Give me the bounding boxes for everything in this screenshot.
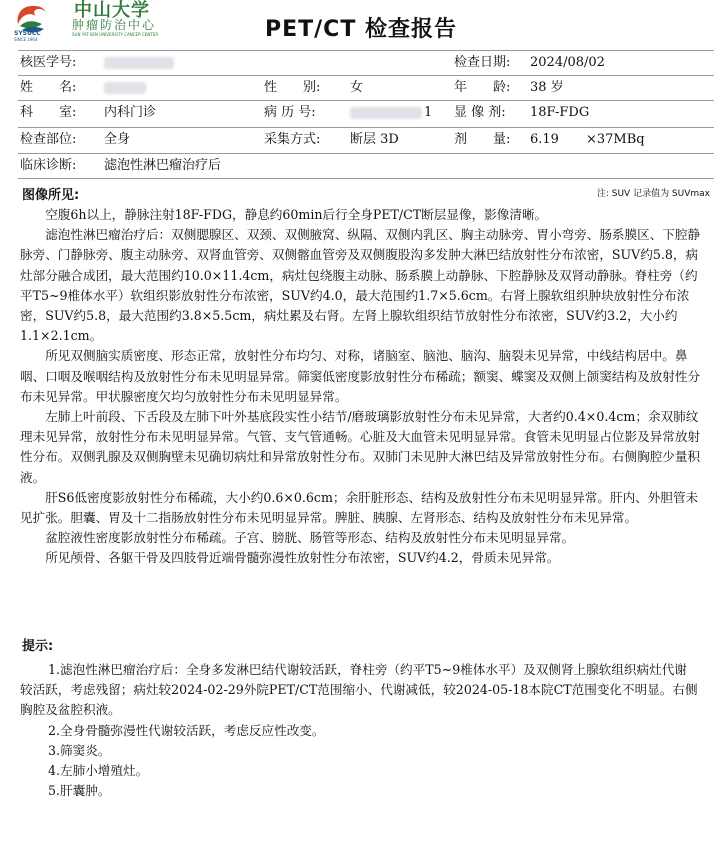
- findings-paragraph: 空腹6h以上，静脉注射18F-FDG，静息约60min后行全身PET/CT断层显像，影像清晰。: [45, 207, 548, 222]
- diagnosis-value: 滤泡性淋巴瘤治疗后: [104, 158, 222, 173]
- tips-item: 5.肝囊肿。: [48, 783, 111, 799]
- report-title: PET/CT 检查报告: [264, 17, 457, 42]
- dose-value: 6.19: [530, 132, 559, 147]
- date-value: 2024/08/02: [530, 55, 605, 70]
- logo-text-english: SUN YAT-SEN UNIVERSITY CANCER CENTER: [72, 32, 159, 37]
- record-value-redacted: [350, 101, 422, 125]
- id-label: 核医学号:: [20, 55, 77, 70]
- mode-value: 断层 3D: [350, 132, 399, 147]
- dose-label: 剂 量:: [454, 132, 511, 147]
- logo-text-university: 中山大学: [74, 0, 150, 21]
- agent-label: 显 像 剂:: [454, 105, 506, 120]
- info-row-diagnosis: [18, 153, 714, 178]
- suv-note: 注: SUV 记录值为 SUVmax: [596, 189, 710, 199]
- info-row-name: [18, 75, 714, 100]
- info-row-site: [18, 127, 714, 152]
- sex-label: 性 别:: [264, 80, 321, 95]
- mode-label: 采集方式:: [264, 132, 321, 147]
- age-label: 年 龄:: [454, 80, 511, 95]
- logo-text-center: 肿瘤防治中心: [72, 18, 157, 32]
- site-label: 检查部位:: [20, 132, 77, 147]
- age-value: 38 岁: [530, 80, 564, 95]
- findings-paragraph: 所见双侧脑实质密度、形态正常，放射性分布均匀、对称，诸脑室、脑池、脑沟、脑裂未见异常，中线结构居中。鼻咽、口咽及喉咽结构及放射性分布未见明显异常。筛窦低密度影放射性分布稀疏；额窦、蝶窦及双侧上颌窦结构及放射性分布未见异常。甲状腺密度欠均匀放射性分布未见明显异常。: [20, 348, 701, 404]
- findings-paragraph: 左肺上叶前段、下舌段及左肺下叶外基底段实性小结节/磨玻璃影放射性分布未见异常，大者约0.4×0.4cm；余双肺纹理未见异常，放射性分布未见明显异常。气管、支气管通畅。心脏及大血管未见明显异常。食管未见明显占位影及异常放射性分布。双侧乳腺及双侧胸壁未见确切病灶和异常放射性分布。双肺门未见肿大淋巴结及异常放射性分布。右侧胸腔少量积液。: [20, 409, 701, 485]
- findings-paragraph: 盆腔液性密度影放射性分布稀疏。子宫、膀胱、肠管等形态、结构及放射性分布未见明显异常。: [45, 530, 575, 546]
- findings-paragraph: 滤泡性淋巴瘤治疗后：双侧腮腺区、双颈、双侧腋窝、纵隔、双侧内乳区、胸主动脉旁、胃小弯旁、肠系膜区、下腔静脉旁、门静脉旁、腹主动脉旁、双肾血管旁、双侧髂血管旁及双侧腹股沟多发肿大淋巴结放射性分布浓密，SUV约5.8，病灶部分融合成团，最大范围约10.0×11.4cm，病灶包绕腹主动脉、肠系膜上动静脉、下腔静脉及双肾动静脉。脊柱旁（约平T5~9椎体水平）软组织影放射性分布浓密，SUV约4.0，最大范围约1.7×5.6cm。右肾上腺软组织肿块放射性分布浓密，SUV约5.8，最大范围约3.8×5.5cm，病灶累及右肾。左肾上腺软组织结节放射性分布浓密，SUV约3.2，大小约1.1×2.1cm。: [20, 227, 701, 344]
- divider: [18, 178, 714, 179]
- findings-body: [20, 205, 710, 569]
- findings-title: 图像所见:: [22, 188, 80, 203]
- diagnosis-label: 临床诊断:: [20, 158, 77, 173]
- findings-paragraph: 肝S6低密度影放射性分布稀疏，大小约0.6×0.6cm；余肝脏形态、结构及放射性分布未见明显异常。肝内、外胆管未见扩张。胆囊、胃及十二指肠放射性分布未见明显异常。脾脏、胰腺、左肾形态、结构及放射性分布未见异常。: [20, 489, 699, 526]
- tips-item: 3.筛窦炎。: [48, 742, 111, 758]
- logo-text-since: SINCE 1964: [14, 37, 38, 42]
- findings-paragraph: 所见颅骨、各躯干骨及四肢骨近端骨髓弥漫性放射性分布浓密，SUV约4.2，骨质未见异常。: [45, 550, 560, 566]
- name-label: 姓 名:: [20, 80, 77, 95]
- tips-body: [20, 660, 698, 801]
- tips-title: 提示:: [22, 639, 54, 654]
- sex-value: 女: [350, 80, 364, 95]
- info-row-id: [18, 50, 714, 75]
- tips-item: 2.全身骨髓弥漫性代谢较活跃，考虑反应性改变。: [48, 722, 325, 738]
- dept-value: 内科门诊: [104, 105, 157, 120]
- tips-item: 1.滤泡性淋巴瘤治疗后：全身多发淋巴结代谢较活跃，脊柱旁（约平T5~9椎体水平）及双侧肾上腺软组织病灶代谢较活跃，考虑残留；病灶较2024-02-29外院PET/CT范围缩小、代谢减低，较2024-05-18本院CT范围变化不明显。右侧胸腔及盆腔积液。: [20, 662, 698, 718]
- dept-label: 科 室:: [20, 105, 77, 120]
- record-label: 病 历 号:: [264, 105, 316, 120]
- agent-value: 18F-FDG: [530, 105, 590, 120]
- name-value-redacted: [104, 76, 146, 100]
- id-value-redacted: [104, 51, 174, 75]
- info-row-dept: [18, 100, 714, 125]
- record-value-partial: 1: [424, 105, 433, 120]
- site-value: 全身: [104, 132, 131, 147]
- dose-unit: ×37MBq: [586, 132, 645, 147]
- date-label: 检查日期:: [454, 55, 511, 70]
- logo-text-sysucc: SYSUCC: [14, 30, 41, 37]
- tips-item: 4.左肺小增殖灶。: [48, 763, 149, 779]
